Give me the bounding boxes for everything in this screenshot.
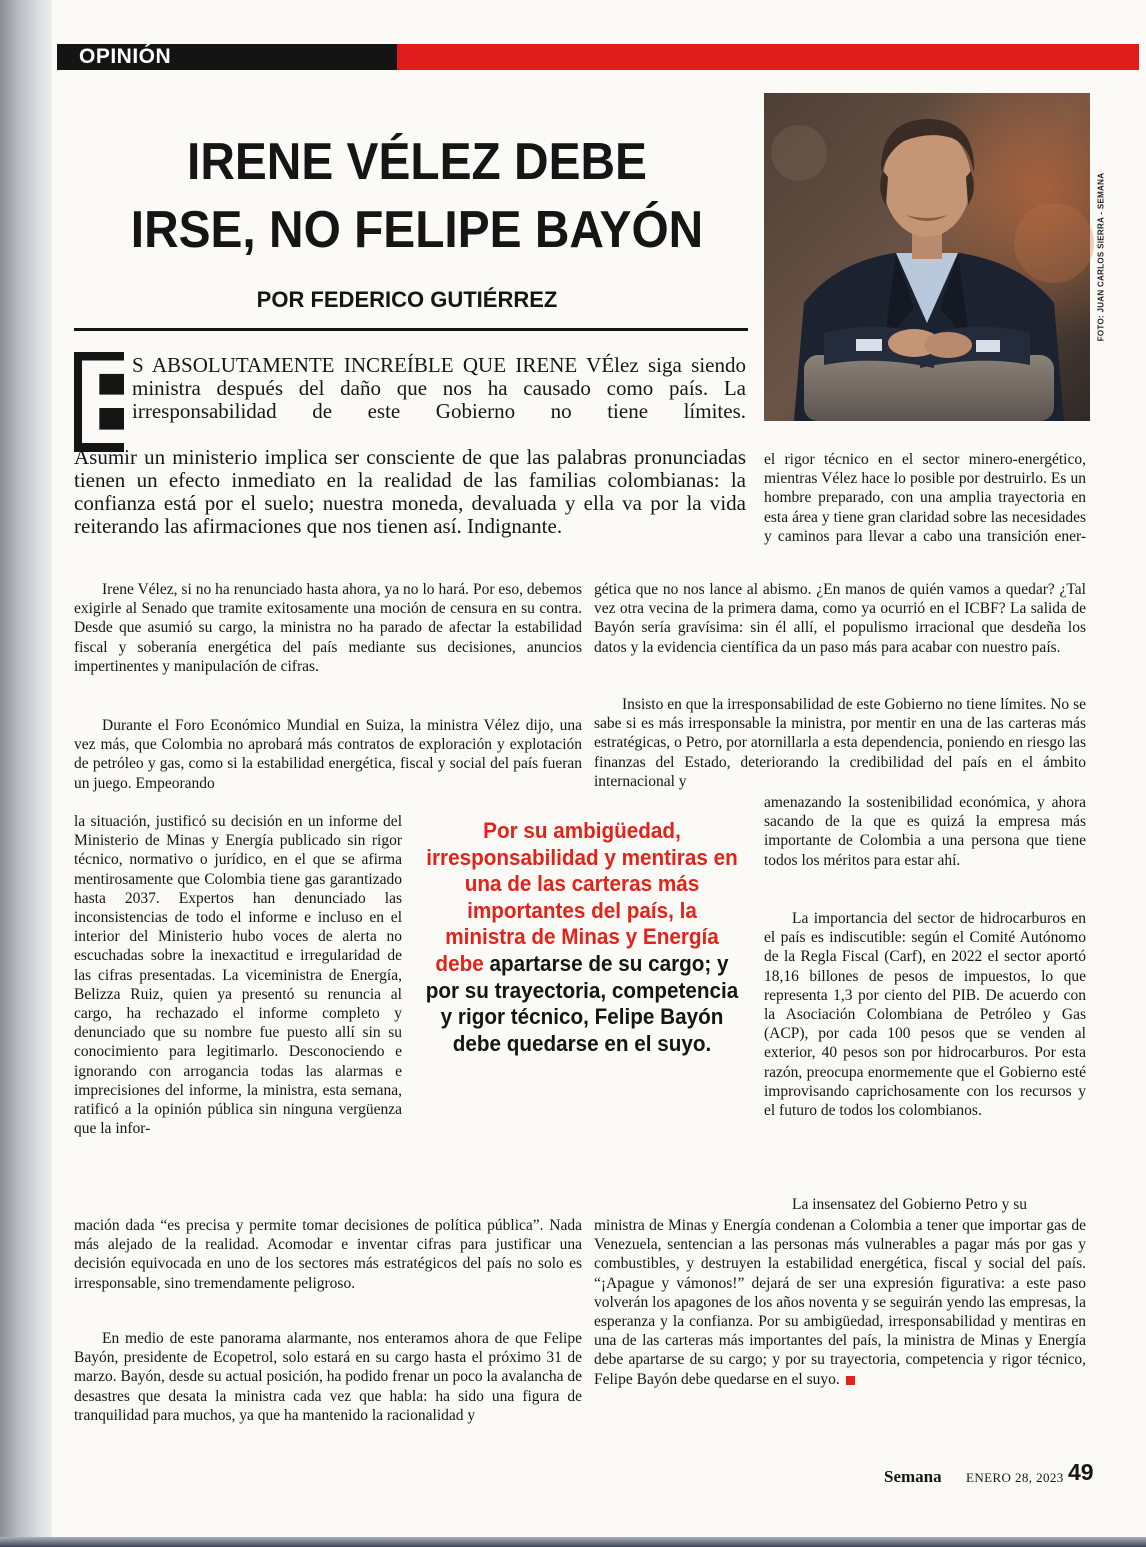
left-column-narrow: la situación, justificó su decisión en un informe del Ministerio de Minas y Energía publicado sin rigor técnico, normativo o jurídico, en el que se afirma mentirosamente que Colombia tiene gas garantizado hasta 2037. Expertos han denunciado las inconsistencias de todo el informe e incluso en el interior del Ministerio hubo voces de alerta no escuchadas sobre la inexactitud e irregularidad de las cifras presentadas. La viceministra de Energía, Belizza Ruiz, quien ya presentó su renuncia al cargo, ha rechazado el informe completo y denunciado que su nombre fue puesto allí sin su conocimiento para legitimarlo. Desconociendo e ignorando con arrogancia todas las alarmas e imprecisiones del informe, la ministra, esta semana, ratificó a la opinión pública sin ninguna vergüenza que la infor- — [74, 813, 402, 1138]
page-footer — [882, 1457, 1104, 1493]
right-narrow-paragraph-3: La insensatez del Gobierno Petro y su — [792, 1196, 1028, 1213]
left-paragraph-1: Irene Vélez, si no ha renunciado hasta ahora, ya no lo hará. Por eso, debemos exigirle al Senado que tramite exitosamente una moción de censura en su contra. Desde que asumió su cargo, la ministra no ha parado de afectar la estabilidad fiscal y soberanía energética del país mediante sus decisiones, anuncios impertinentes y manipulación de cifras. — [74, 581, 582, 675]
drop-cap: E — [74, 335, 155, 469]
footer-date: ENERO 28, 2023 — [966, 1470, 1064, 1485]
author-photo — [764, 93, 1090, 421]
pull-quote-red: Por su ambigüedad, irresponsabilidad y mentiras en una de las carteras más importantes del país, la ministra de Minas y Energía debe — [426, 818, 738, 976]
section-label: OPINIÓN — [57, 44, 397, 70]
binding-gutter — [0, 0, 52, 1547]
headline — [100, 128, 735, 264]
right-paragraph-1: gética que no nos lance al abismo. ¿En manos de quién vamos a quedar? ¿Tal vez otra vecina de la primera dama, como ya ocurrió en el ICBF? La salida de Bayón sería gravísima: sin él allí, el populismo irracional que desdeña los datos y la evidencia científica da un paso más para acabar con nuestro país. — [594, 581, 1086, 656]
magazine-page — [52, 0, 1146, 1537]
right-narrow-paragraph-1: amenazando la sostenibilidad económica, y ahora sacando de la que es quizá la empresa más importante de Colombia a una persona que tiene todos los méritos para estar ahí. — [764, 794, 1086, 869]
section-accent-bar — [397, 44, 1139, 70]
right-paragraph-2: Insisto en que la irresponsabilidad de este Gobierno no tiene límites. No se sabe si es más irresponsable la ministra, por mentir en una de las carteras más estratégicas, o Petro, por atornillarla a esta dependencia, poniendo en riesgo las finanzas del Estado, deteriorando la credibilidad del país en el ámbito internacional y — [594, 696, 1086, 790]
section-header — [57, 44, 1139, 70]
headline-line-2: IRSE, NO FELIPE BAYÓN — [130, 201, 704, 259]
page-bottom-shadow — [0, 1537, 1146, 1547]
byline: POR FEDERICO GUTIÉRREZ — [256, 287, 558, 312]
footer-magazine-name: Semana — [884, 1467, 942, 1486]
headline-line-1: IRENE VÉLEZ DEBE — [187, 133, 647, 191]
right-column-top: el rigor técnico en el sector minero-energético, mientras Vélez hace lo posible por destruirlo. Es un hombre preparado, con una amplia trayectoria en esta área y tiene gran claridad sobre las necesidades y caminos para llevar a cabo una transición ener- — [764, 451, 1086, 545]
lead-paragraph-rest: Asumir un ministerio implica ser consciente de que las palabras pronunciadas tienen un efecto inmediato en la realidad de las familias colombianas: la confianza está por el suelo; nuestra moneda, devaluada y ella va por la vida reiterando las afirmaciones que nos tienen así. Indignante. — [74, 445, 746, 538]
end-of-article-mark — [846, 1376, 855, 1385]
lead-paragraph-first: S ABSOLUTAMENTE INCREÍBLE QUE IRENE VÉlez siga siendo ministra después del daño que nos ha causado como país. La irresponsabilidad de este Gobierno no tiene límites. — [132, 353, 746, 423]
photo-credit: FOTO: JUAN CARLOS SIERRA - SEMANA — [1096, 172, 1106, 342]
right-narrow-paragraph-2: La importancia del sector de hidrocarburos en el país es indiscutible: según el Comité Autónomo de la Regla Fiscal (Carf), en 2022 el sector aportó 18,16 billones de pesos de impuestos, lo que representa 1,3 por ciento del PIB. De acuerdo con la Asociación Colombiana de Petróleo y Gas (ACP), por cada 100 pesos que se venden al exterior, 40 pesos son por hidrocarburos. Por esta razón, preocupa enormemente que el Gobierno esté improvisando caprichosamente con los recursos y el futuro de todos los colombianos. — [764, 910, 1086, 1120]
left-paragraph-2: Durante el Foro Económico Mundial en Suiza, la ministra Vélez dijo, una vez más, que Colombia no aprobará más contratos de exploración y explotación de petróleo y gas, como si la estabilidad energética, fiscal y social del país fueran un juego. Empeorando — [74, 717, 582, 792]
pull-quote — [424, 818, 740, 1057]
left-paragraph-4: En medio de este panorama alarmante, nos enteramos ahora de que Felipe Bayón, presidente de Ecopetrol, solo estará en su cargo hasta el próximo 31 de marzo. Bayón, desde su actual posición, ha podido frenar un poco la avalancha de desastres que desata la ministra cada vez que habla: ha sido una figura de tranquilidad para muchos, ya que ha mantenido la racionalidad y — [74, 1330, 582, 1424]
page-number: 49 — [1068, 1459, 1094, 1485]
headline-rule — [74, 328, 748, 331]
right-paragraph-3: ministra de Minas y Energía condenan a Colombia a tener que importar gas de Venezuela, sentencian a las personas más vulnerables a pagar más por gas y combustibles, y destruyen la estabilidad energética, fiscal y social del país. “¡Apague y vámonos!” dejará de ser una expresión figurativa: a este paso volverán los apagones de los años noventa y se seguirán yendo las empresas, la esperanza y la confianza. Por su ambigüedad, irresponsabilidad y mentiras en una de las carteras más importantes del país, la ministra de Minas y Energía debe apartarse de su cargo; y por su trayectoria, competencia y rigor técnico, Felipe Bayón debe quedarse en el suyo. — [594, 1217, 1086, 1388]
left-paragraph-3: mación dada “es precisa y permite tomar decisiones de política pública”. Nada más alejado de la realidad. Acomodar e inventar cifras para justificar una decisión equivocada en uno de los sectores más estratégicos del país no solo es irresponsable, sino tremendamente peligroso. — [74, 1217, 582, 1292]
author-portrait-illustration — [764, 93, 1090, 421]
pull-quote-black: apartarse de su cargo; y por su trayectoria, competencia y rigor técnico, Felipe Bayón debe quedarse en el suyo. — [425, 950, 739, 1056]
